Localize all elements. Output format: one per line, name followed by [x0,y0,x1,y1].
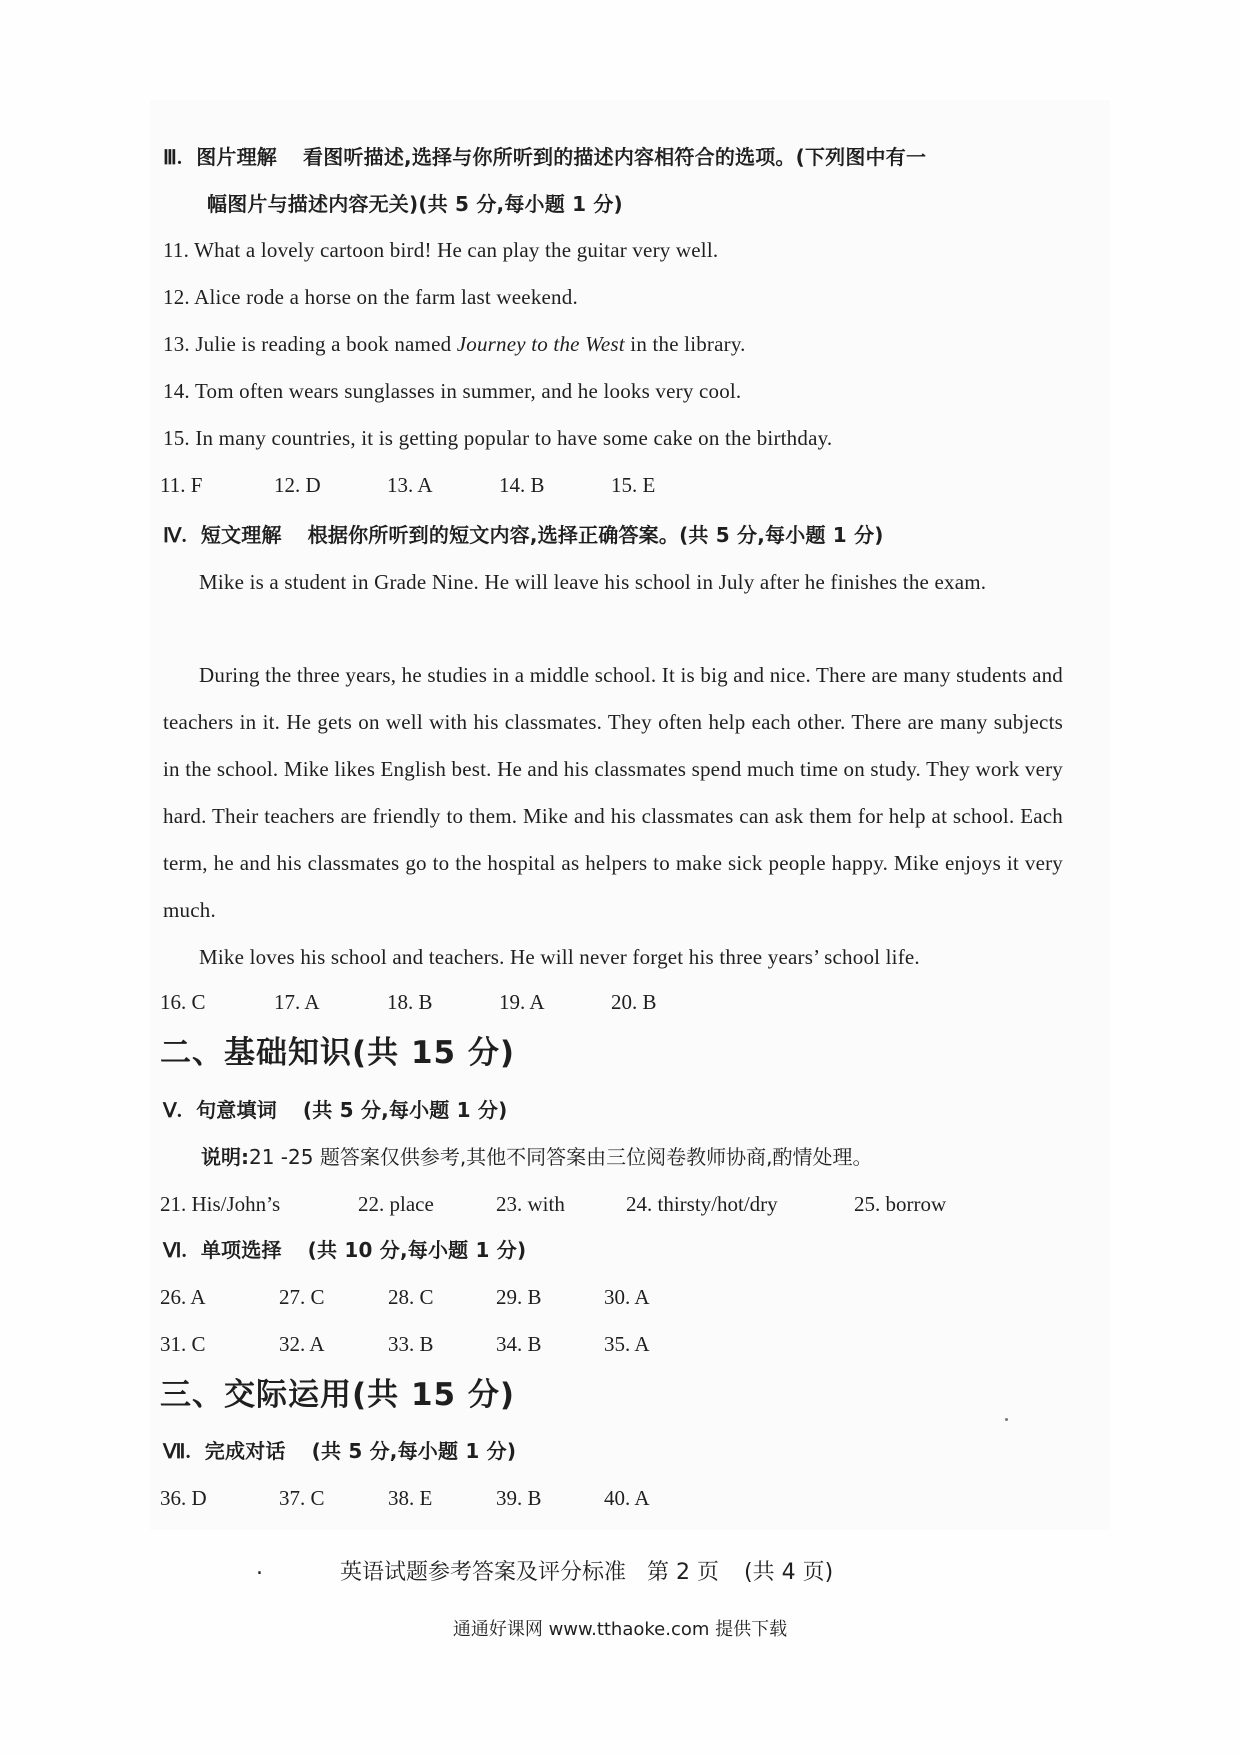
answer-item: 21. His/John’s [160,1192,281,1216]
section-3-heading [163,143,926,172]
part-3-title: 三、交际运用(共 15 分) [160,1377,516,1413]
footer-page: 第 2 页 [647,1560,719,1585]
answer-item: 35. A [604,1332,650,1356]
section-5-answers [160,1190,946,1218]
scan-speck [1005,1418,1008,1421]
footer-total: (共 4 页) [744,1560,834,1585]
answer-item: 19. A [499,990,545,1014]
section-4-heading [163,521,884,550]
footer-title: 英语试题参考答案及评分标准 [340,1560,627,1585]
sentence-number: 12. [163,285,190,309]
answer-item: 30. A [604,1285,650,1309]
sentence-14 [163,377,741,405]
source-line: 通通好课网 www.tthaoke.com 提供下载 [452,1619,788,1640]
section-3-name: 图片理解 [196,145,278,169]
section-5-roman: Ⅴ. [163,1100,183,1122]
section-6-answers-row-1 [160,1283,650,1311]
answer-item: 23. with [496,1192,565,1216]
passage-paragraph-1: Mike is a student in Grade Nine. He will leave his school in July after he finishes the exam. [199,570,987,594]
page-footer [256,1555,834,1586]
answer-item: 12. D [274,473,321,497]
answer-item: 39. B [496,1486,542,1510]
section-6-name: 单项选择 [200,1238,282,1262]
passage-paragraph-3: Mike loves his school and teachers. He will never forget his three years’ school life. [199,945,920,969]
sentence-text: Julie is reading a book named [195,332,457,356]
passage-paragraph-2: During the three years, he studies in a middle school. It is big and nice. There are many students and teachers in it. He gets on well with his classmates. They often help each other. There are many subjects in the school. Mike likes English best. He and his classmates spend much time on study. They work very hard. Their teachers are friendly to them. Mike and his classmates can ask them for help at school. Each term, he and his classmates go to the hospital as helpers to make sick people happy. Mike enjoys it very much. [163,663,1063,922]
section-4-name: 短文理解 [200,523,282,547]
sentence-text-end: in the library. [624,332,746,356]
sentence-12 [163,283,578,311]
section-4-instruction: 根据你所听到的短文内容,选择正确答案。(共 5 分,每小题 1 分) [307,523,884,547]
section-6-roman: Ⅵ. [163,1240,187,1262]
sentence-15 [163,424,832,452]
section-7-answers [160,1484,650,1512]
note-label: 说明: [201,1145,249,1169]
sentence-text: Tom often wears sunglasses in summer, and he looks very cool. [194,379,742,403]
section-3-answers [160,471,655,499]
section-3-instruction: 看图听描述,选择与你所听到的描述内容相符合的选项。(下列图中有一 [303,145,927,169]
answer-item: 36. D [160,1486,207,1510]
sentence-text: In many countries, it is getting popular to have some cake on the birthday. [195,426,833,450]
section-3-roman: Ⅲ. [163,147,183,169]
section-4-answers [160,988,657,1016]
sentence-number: 11. [163,238,190,262]
section-6-answers-row-2 [160,1330,650,1358]
sentence-number: 13. [163,332,190,356]
section-7-name: 完成对话 [204,1439,286,1463]
sentence-text: What a lovely cartoon bird! He can play the guitar very well. [194,238,719,262]
sentence-text: Alice rode a horse on the farm last weekend. [194,285,578,309]
sentence-number: 15. [163,426,190,450]
answer-item: 33. B [388,1332,434,1356]
answer-item: 24. thirsty/hot/dry [626,1192,778,1216]
section-7-roman: Ⅶ. [163,1441,191,1463]
answer-item: 38. E [388,1486,433,1510]
answer-item: 31. C [160,1332,206,1356]
section-6-heading [163,1236,526,1265]
answer-item: 27. C [279,1285,325,1309]
answer-item: 25. borrow [854,1192,947,1216]
answer-item: 22. place [358,1192,434,1216]
section-3-instruction-cont: 幅图片与描述内容无关)(共 5 分,每小题 1 分) [207,192,623,216]
part-2-title: 二、基础知识(共 15 分) [160,1035,516,1071]
sentence-11 [163,236,718,264]
answer-item: 29. B [496,1285,542,1309]
answer-item: 15. E [611,473,656,497]
section-6-points: (共 10 分,每小题 1 分) [307,1238,527,1262]
section-5-heading [163,1096,507,1125]
answer-item: 14. B [499,473,545,497]
answer-item: 17. A [274,990,320,1014]
sentence-13 [163,330,746,358]
answer-item: 11. F [160,473,203,497]
answer-item: 26. A [160,1285,206,1309]
section-5-note [201,1143,873,1171]
section-5-name: 句意填词 [196,1098,277,1122]
answer-item: 18. B [387,990,433,1014]
section-7-points: (共 5 分,每小题 1 分) [311,1439,517,1463]
answer-item: 28. C [388,1285,434,1309]
answer-item: 13. A [387,473,433,497]
note-text: 21 -25 题答案仅供参考,其他不同答案由三位阅卷教师协商,酌情处理。 [249,1145,873,1169]
answer-item: 40. A [604,1486,650,1510]
book-title: Journey to the West [456,332,625,356]
section-4-roman: Ⅳ. [163,525,187,547]
footer-dot: . [256,1555,263,1580]
answer-item: 37. C [279,1486,325,1510]
answer-item: 16. C [160,990,206,1014]
answer-item: 20. B [611,990,657,1014]
sentence-number: 14. [163,379,190,403]
section-7-heading [163,1437,516,1466]
answer-item: 32. A [279,1332,325,1356]
answer-item: 34. B [496,1332,542,1356]
section-5-points: (共 5 分,每小题 1 分) [302,1098,508,1122]
